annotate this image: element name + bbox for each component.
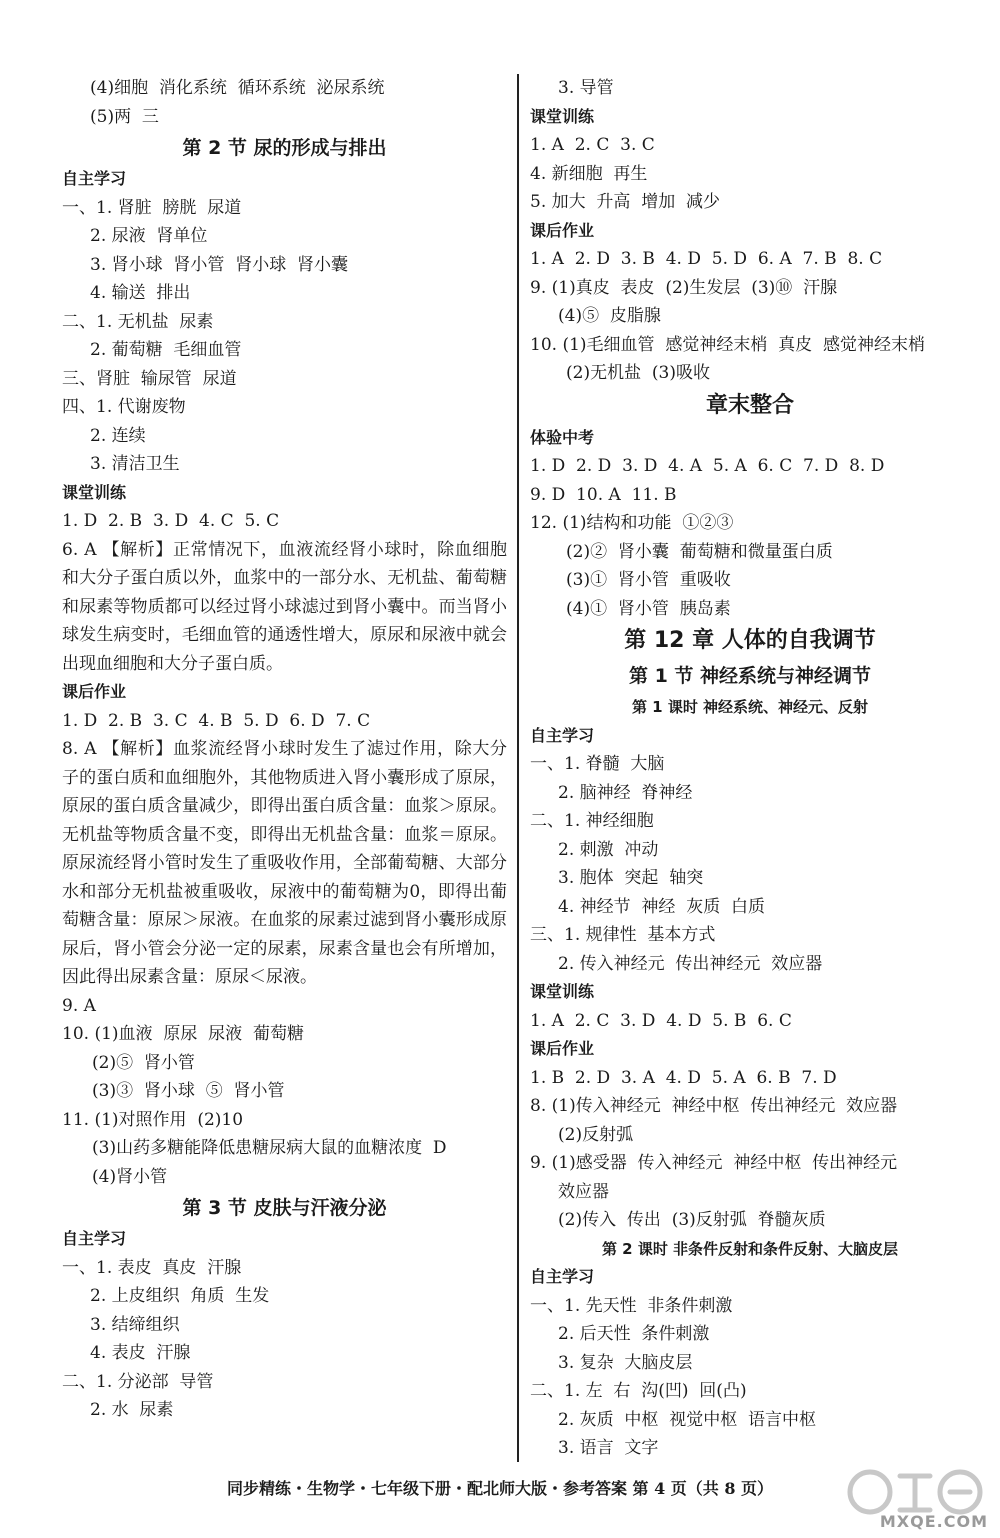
subsection-heading: 课后作业 — [62, 682, 127, 701]
answer-line: (2)⑤ 肾小管 — [92, 1052, 195, 1073]
answer-line: 8. (1)传入神经元 神经中枢 传出神经元 效应器 — [530, 1096, 898, 1116]
subsection-heading: 课后作业 — [530, 220, 595, 240]
answer-line: 三、1. 规律性 基本方式 — [530, 925, 716, 945]
answer-line: (4)⑤ 皮脂腺 — [558, 306, 661, 326]
column-divider — [517, 74, 519, 1462]
watermark-text: MXQE.COM — [879, 1512, 988, 1531]
lesson-heading: 第 1 课时 神经系统、神经元、反射 — [631, 698, 869, 716]
answer-line: 四、1. 代谢废物 — [62, 397, 186, 417]
answer-line: 2. 水 尿素 — [90, 1400, 174, 1420]
answer-line: 二、1. 神经细胞 — [530, 811, 654, 831]
answer-line: 二、1. 左 右 沟(凹) 回(凸) — [530, 1381, 747, 1401]
explanation-paragraph: 8. A 【解析】血浆流经肾小球时发生了滤过作用，除大分子的蛋白质和血细胞外，其他物质进入肾小囊形成了原尿，原尿的蛋白质含量减少，即得出蛋白质含量：血浆＞原尿。无机盐等物质含量不变，即得出无机盐含量：血浆＝原尿。原尿流经肾小管时发生了重吸收作用，全部葡萄糖、大部分水和部分无机盐被重吸收，尿液中的葡萄糖为0，即得出葡萄糖含量：原尿＞尿液。在血浆的尿素过滤到肾小囊形成原尿后，肾小管会分泌一定的尿素，尿素含量也会有所增加，因此得出尿素含量：原尿＜尿液。 — [62, 739, 507, 987]
answer-line: 一、1. 肾脏 膀胱 尿道 — [62, 197, 242, 218]
answer-line: (2)反射弧 — [558, 1124, 634, 1145]
answer-line: 3. 胞体 突起 轴突 — [558, 868, 704, 888]
answer-line: 1. A 2. C 3. C — [530, 135, 655, 155]
answer-line: 1. D 2. B 3. D 4. C 5. C — [62, 511, 280, 531]
explanation-paragraph: 6. A 【解析】正常情况下，血液流经肾小球时，除血细胞和大分子蛋白质以外，血浆中的一部分水、无机盐、葡萄糖和尿素等物质都可以经过肾小球滤过到肾小囊中。而当肾小球发生病变时，毛细血管的通透性增大，原尿和尿液中就会出现血细胞和大分子蛋白质。 — [62, 539, 507, 674]
answer-line: 12. (1)结构和功能 ①②③ — [530, 513, 734, 533]
answer-line: 10. (1)血液 原尿 尿液 葡萄糖 — [62, 1024, 304, 1044]
section-heading: 第 3 节 皮肤与汗液分泌 — [182, 1197, 387, 1219]
answer-line: 2. 刺激 冲动 — [558, 839, 659, 860]
answer-line: (4)肾小管 — [92, 1166, 168, 1187]
chapter-heading: 章末整合 — [705, 392, 794, 418]
answer-line: (2)② 肾小囊 葡萄糖和微量蛋白质 — [566, 541, 833, 562]
answer-line: 1. D 2. B 3. C 4. B 5. D 6. D 7. C — [62, 710, 371, 731]
answer-line: 2. 传入神经元 传出神经元 效应器 — [558, 953, 823, 974]
answer-line: 2. 脑神经 脊神经 — [558, 782, 693, 803]
subsection-heading: 自主学习 — [530, 725, 595, 745]
subsection-heading: 课后作业 — [530, 1039, 595, 1058]
answer-line: 4. 神经节 神经 灰质 白质 — [558, 896, 766, 917]
answer-line: 4. 表皮 汗腺 — [90, 1343, 191, 1363]
answer-line: 3. 复杂 大脑皮层 — [558, 1352, 693, 1373]
subsection-heading: 自主学习 — [530, 1267, 595, 1286]
answer-line: 1. B 2. D 3. A 4. D 5. A 6. B 7. D — [530, 1067, 837, 1088]
answer-line: (3)③ 肾小球 ⑤ 肾小管 — [92, 1081, 285, 1101]
answer-line: 3. 肾小球 肾小管 肾小球 肾小囊 — [90, 254, 349, 275]
answer-line: 1. A 2. C 3. D 4. D 5. B 6. C — [530, 1010, 792, 1031]
answer-line: 9. D 10. A 11. B — [530, 484, 677, 505]
right-column — [530, 74, 970, 1463]
answer-line: (4)细胞 消化系统 循环系统 泌尿系统 — [90, 78, 385, 98]
answer-line: 一、1. 表皮 真皮 汗腺 — [62, 1257, 242, 1278]
answer-line: (2)无机盐 (3)吸收 — [566, 363, 710, 383]
answer-line: 1. D 2. D 3. D 4. A 5. A 6. C 7. D 8. D — [530, 456, 885, 476]
answer-line: 3. 导管 — [558, 78, 614, 98]
answer-line: 3. 语言 文字 — [558, 1438, 659, 1458]
answer-line: (3)① 肾小管 重吸收 — [566, 570, 731, 590]
answer-line: 一、1. 先天性 非条件刺激 — [530, 1295, 733, 1316]
section-heading: 第 1 节 神经系统与神经调节 — [628, 665, 872, 687]
answer-line: 9. (1)感受器 传入神经元 神经中枢 传出神经元 — [530, 1153, 898, 1173]
answer-line: 1. A 2. D 3. B 4. D 5. D 6. A 7. B 8. C — [530, 249, 883, 269]
answer-line: 4. 新细胞 再生 — [530, 163, 648, 184]
answer-line: 2. 灰质 中枢 视觉中枢 语言中枢 — [558, 1409, 817, 1430]
answer-line: 9. (1)真皮 表皮 (2)生发层 (3)⑩ 汗腺 — [530, 277, 838, 298]
subsection-heading: 体验中考 — [530, 427, 595, 447]
answer-line: 效应器 — [558, 1181, 609, 1202]
answer-line: 2. 葡萄糖 毛细血管 — [90, 340, 242, 360]
subsection-heading: 自主学习 — [62, 169, 127, 188]
answer-line: 2. 上皮组织 角质 生发 — [90, 1286, 270, 1306]
answer-line: 3. 结缔组织 — [90, 1314, 180, 1335]
answer-line: 二、1. 无机盐 尿素 — [62, 311, 214, 332]
answer-line: (3)山药多糖能降低患糖尿病大鼠的血糖浓度 D — [92, 1138, 447, 1158]
answer-line: 11. (1)对照作用 (2)10 — [62, 1109, 244, 1130]
answer-line: 10. (1)毛细血管 感觉神经末梢 真皮 感觉神经末梢 — [530, 334, 925, 355]
subsection-heading: 课堂训练 — [530, 982, 595, 1001]
answer-line: 5. 加大 升高 增加 减少 — [530, 192, 721, 212]
answer-line: 2. 连续 — [90, 425, 146, 446]
answer-line: (5)两 三 — [90, 106, 159, 127]
answer-line: 二、1. 分泌部 导管 — [62, 1371, 214, 1392]
section-heading: 第 2 节 尿的形成与排出 — [182, 137, 387, 159]
chapter-heading: 第 12 章 人体的自我调节 — [624, 628, 876, 653]
lesson-heading: 第 2 课时 非条件反射和条件反射、大脑皮层 — [601, 1239, 899, 1258]
answer-line: 3. 清洁卫生 — [90, 454, 180, 474]
subsection-heading: 自主学习 — [62, 1229, 127, 1248]
page-footer: 同步精练・生物学・七年级下册・配北师大版・参考答案 第 4 页（共 8 页） — [226, 1479, 774, 1498]
answer-line: 9. A — [62, 995, 96, 1016]
answer-line: (4)① 肾小管 胰岛素 — [566, 598, 731, 619]
answer-line: 2. 尿液 肾单位 — [90, 226, 208, 246]
answer-line: (2)传入 传出 (3)反射弧 脊髓灰质 — [558, 1210, 826, 1230]
answer-line: 2. 后天性 条件刺激 — [558, 1324, 710, 1344]
answer-line: 4. 输送 排出 — [90, 283, 191, 303]
subsection-heading: 课堂训练 — [530, 106, 595, 126]
answer-line: 一、1. 脊髓 大脑 — [530, 754, 665, 774]
subsection-heading: 课堂训练 — [62, 482, 127, 502]
answer-line: 三、肾脏 输尿管 尿道 — [62, 368, 237, 389]
left-column — [62, 74, 507, 1425]
